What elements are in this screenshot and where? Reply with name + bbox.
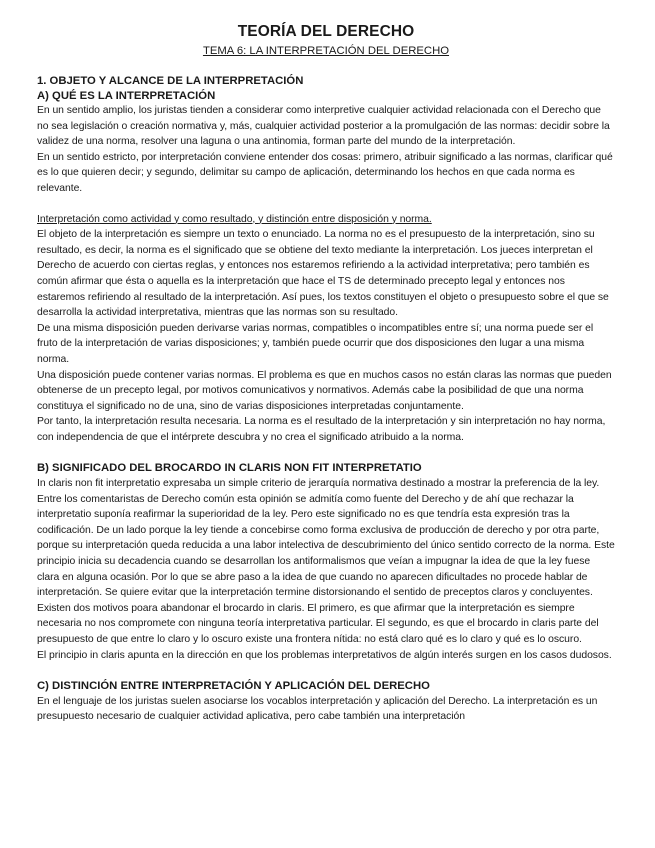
paragraph: Una disposición puede contener varias normas. El problema es que en muchos casos no están claras las normas que pueden obtenerse de un precepto legal, por motivos comunicativos y normativos. Además cabe la posibilidad de que una norma constituya el significado no de una, sino de varias disposiciones interpretadas conjuntamente. (37, 369, 612, 412)
paragraph: Por tanto, la interpretación resulta necesaria. La norma es el resultado de la interpretación y sin interpretación no hay norma, con independencia de que el intérprete descubra y no crea el significado atribuido a la norma. (37, 416, 606, 443)
section-c-heading: C) DISTINCIÓN ENTRE INTERPRETACIÓN Y APLICACIÓN DEL DERECHO (37, 680, 430, 693)
paragraph: En un sentido amplio, los juristas tienden a considerar como interpretive cualquier actividad relacionada con el Derecho que no sea legislación o creación normativa y, más, cualquier actividad posterior a la promulgación de las normas: decidir sobre la validez de una norma, resolver una laguna o una antinomia, forman parte del mundo de la interpretación. (37, 105, 610, 148)
paragraph: El objeto de la interpretación es siempre un texto o enunciado. La norma no es el presupuesto de la interpretación, sino su resultado, es decir, la norma es el significado que se obtiene del texto mediante la interpretación. Los jueces interpretan el Derecho de acuerdo con ciertas reglas, y entonces nos estaremos refiriendo a la actividad interpretativa; pero también es común afirmar que ésta o aquella es la interpretación que hace el TS de determinado precepto legal y entonces nos estaremos refiriendo al resultado de la interpretación. Así pues, los textos constituyen el objeto o presupuesto sobre el que se desarrolla la actividad interpretativa, mientras que las normas son su resultado. (37, 229, 609, 319)
section-1-heading: 1. OBJETO Y ALCANCE DE LA INTERPRETACIÓN (37, 75, 304, 87)
underlined-subheading: Interpretación como actividad y como resultado, y distinción entre disposición y norma. (37, 213, 432, 225)
paragraph: En el lenguaje de los juristas suelen asociarse los vocablos interpretación y aplicación del Derecho. La interpretación es un presupuesto necesario de cualquier actividad aplicativa, pero cabe también una interpretación (37, 695, 598, 723)
paragraph: In claris non fit interpretatio expresaba un simple criterio de jerarquía normativa destinado a mostrar la preferencia de la ley. Entre los comentaristas de Derecho común esta opinión se admitía como fuente del Derecho y de ahí que rechazar la interpretatio suponía reafirmar la superioridad de la ley. Pero este significado no es que tendría esta expresión tras la codificación. De un lado porque la ley tiende a concebirse como forma exclusiva de producción de derecho y por otra parte, porque su interpretación queda reducida a una labor intelectiva de descubrimiento del único sentido correcto de la norma. Este principio inicia su decadencia cuando se desarrollan los antiformalismos que veían a impugnar la idea de que la ley fuese clara en alguna ocasión. Por lo que se abre paso a la idea de que cuando no aparecen dificultades no procede hablar de interpretación. Se quiere evitar que la interpretación termine distorsionando el sentido de preceptos claros y concluyentes. (37, 477, 615, 599)
section-b-heading: B) SIGNIFICADO DEL BROCARDO IN CLARIS NON FIT INTERPRETATIO (37, 462, 422, 475)
section-a-heading: A) QUÉ ES LA INTERPRETACIÓN (37, 89, 216, 102)
paragraph: En un sentido estricto, por interpretación conviene entender dos cosas: primero, atribuir significado a las normas, clarificar qué es lo que quieren decir; y segundo, delimitar su campo de aplicación, determinando los hechos en que cada norma es relevante. (37, 151, 613, 194)
document-subtitle: TEMA 6: LA INTERPRETACIÓN DEL DERECHO (202, 45, 450, 57)
paragraph: Existen dos motivos poara abandonar el brocardo in claris. El primero, es que afirmar que la interpretación es siempre necesaria no nos compromete con ninguna teoría interpretativa particular. El segundo, es que el brocardo in claris parte del presupuesto de que entre lo claro y lo oscuro existe una frontera nítida: no está claro qué es lo claro y qué es lo oscuro. (37, 602, 599, 645)
paragraph: De una misma disposición pueden derivarse varias normas, compatibles o incompatibles entre sí; una norma puede ser el fruto de la interpretación de varias disposiciones; y, también puede ocurrir que dos disposiciones den lugar a una misma norma. (37, 322, 594, 365)
document-title: TEORÍA DEL DERECHO (237, 23, 415, 40)
paragraph: El principio in claris apunta en la dirección en que los problemas interpretativos de algún interés surgen en los casos dudosos. (37, 649, 612, 661)
